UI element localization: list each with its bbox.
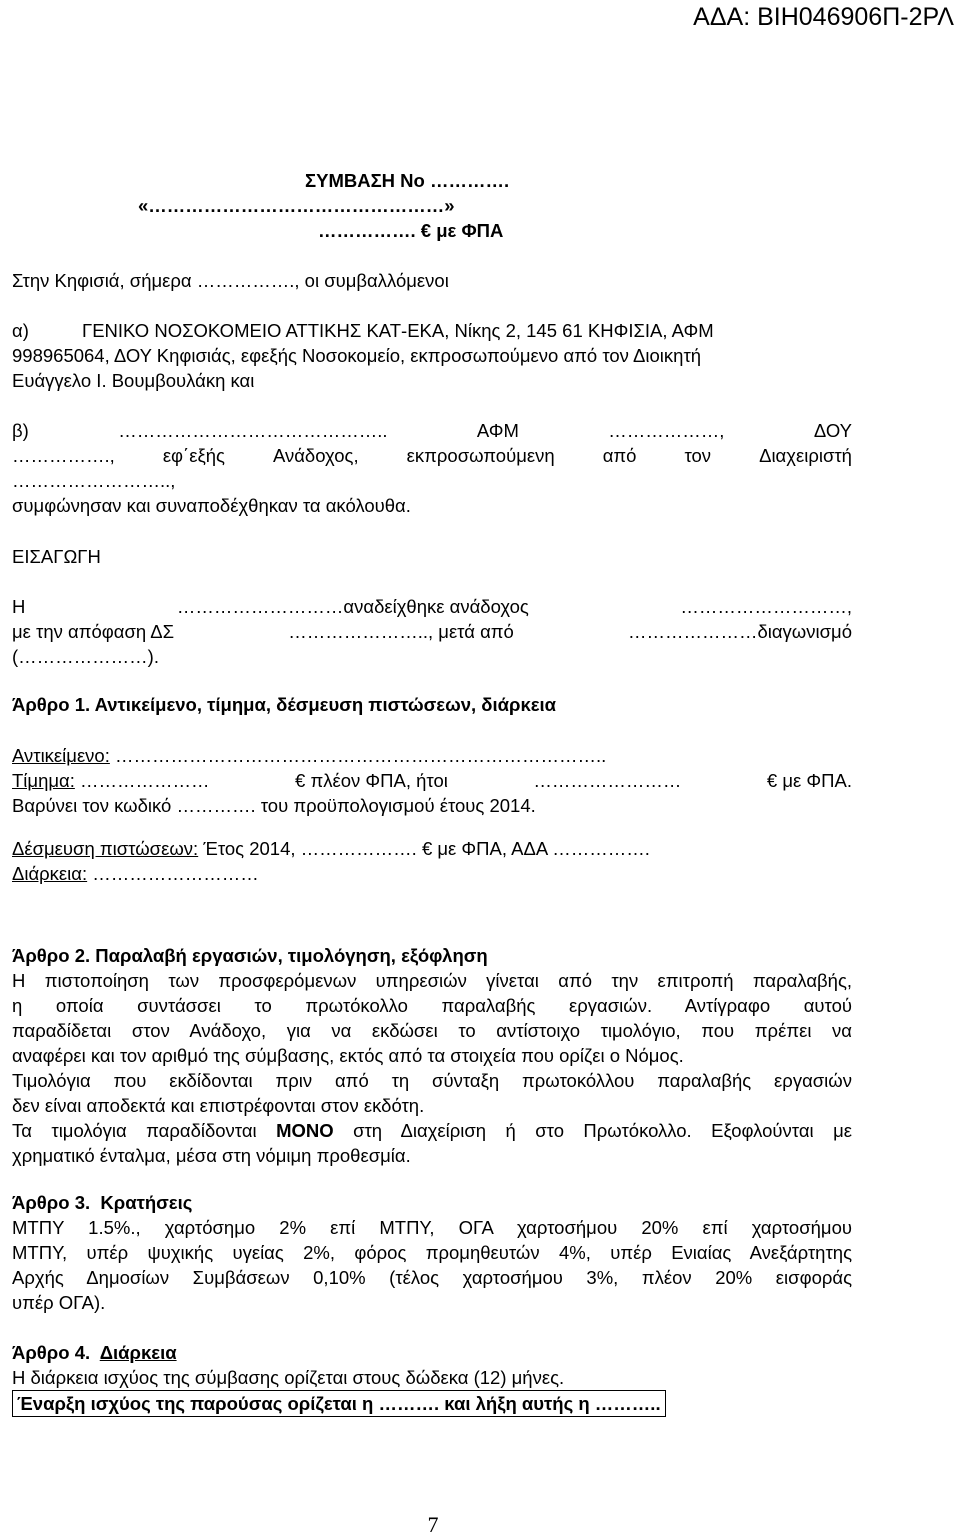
commitment-value: Έτος 2014, ………………. € με ΦΠΑ, ΑΔΑ ……………. [198, 838, 650, 859]
article4-title: Διάρκεια [99, 1342, 177, 1363]
article3-line-4: υπέρ ΟΓΑ). [12, 1292, 106, 1313]
introduction-line-1 [12, 594, 852, 619]
article2-line-8: χρηματικό ένταλμα, μέσα στη νόμιμη προθεσμία. [12, 1145, 411, 1166]
duration-label: Διάρκεια: [12, 863, 88, 884]
price-gross-placeholder: …………………… [533, 770, 682, 791]
price-gross-text: € με ΦΠΑ. [766, 770, 852, 791]
introduction-l1-c: ………………………, [680, 596, 852, 617]
article1-price [12, 768, 852, 793]
object-value: …………………………………………………………………….. [109, 745, 607, 766]
article4-heading [12, 1340, 852, 1365]
article2-line-5: Τιμολόγια που εκδίδονται πριν από τη σύνταξη πρωτοκόλλου παραλαβής εργασιών [12, 1070, 852, 1091]
party-b-name-placeholder: …………………………………….. [118, 420, 388, 441]
party-a-label: α) [12, 320, 29, 341]
party-b-word-1: εφ΄εξής [162, 445, 225, 466]
article2-mono-line [12, 1118, 852, 1143]
article2-line-4: αναφέρει και τον αριθμό της σύμβασης, εκτός από τα στοιχεία που ορίζει ο Νόμος. [12, 1045, 684, 1066]
article3-line-1: ΜΤΠΥ 1.5%., χαρτόσημο 2% επί ΜΤΠΥ, ΟΓΑ χαρτοσήμου 20% επί χαρτοσήμου [12, 1217, 852, 1238]
party-b-word-6: Διαχειριστή [759, 445, 852, 466]
duration-value: ……………………… [87, 863, 259, 884]
price-net-placeholder: ………………… [80, 770, 210, 791]
article2-heading [12, 943, 852, 968]
party-a-first-line [12, 318, 852, 343]
party-a-text-3: Ευάγγελο Ι. Βουμβουλάκη και [12, 370, 255, 391]
object-label: Αντικείμενο: [12, 745, 110, 766]
party-b-agreement: συμφώνησαν και συναποδέχθηκαν τα ακόλουθα. [12, 495, 411, 516]
ada-code: ΑΔΑ: ΒΙΗ046906Π-2ΡΛ [693, 3, 954, 31]
article3 [12, 1190, 852, 1315]
party-b-manager-placeholder: …………………….., [12, 470, 176, 491]
party-a-text-2: 998965064, ΔΟΥ Κηφισιάς, εφεξής Νοσοκομείο, εκπροσωπούμενο από τον Διοικητή [12, 345, 702, 366]
article2-line-2: η οποία συντάσσει το πρωτόκολλο παραλαβής εργασιών. Αντίγραφο αυτού [12, 995, 852, 1016]
article1-commitment [12, 836, 852, 861]
introduction-heading: ΕΙΣΑΓΩΓΗ [12, 546, 101, 567]
article2-title: Παραλαβή εργασιών, τιμολόγηση, εξόφληση [95, 945, 488, 966]
article1-object [12, 743, 852, 768]
budget-code-line: Βαρύνει τον κωδικό …………. του προϋπολογισμού έτους 2014. [12, 795, 536, 816]
price-label: Τίμημα: [12, 770, 75, 791]
introduction-line-3: (…………………). [12, 646, 159, 667]
introduction-l2-a: με την απόφαση ΔΣ [12, 621, 175, 642]
party-b-word-5: τον [684, 445, 712, 466]
introduction-l1-a: Η [12, 596, 26, 617]
party-b-word-2: Ανάδοχος, [272, 445, 359, 466]
article2-number: Άρθρο 2. [12, 945, 91, 966]
party-b-line-2 [12, 443, 852, 468]
party-b-label: β) [12, 420, 29, 441]
contract-title: ΣΥΜΒΑΣΗ No …………. [305, 170, 510, 191]
article1-body [12, 743, 852, 886]
price-first [12, 768, 210, 793]
article1-duration [12, 861, 852, 886]
article2 [12, 943, 852, 1168]
article3-line-2: ΜΤΠΥ, υπέρ ψυχικής υγείας 2%, φόρος προμηθευτών 4%, υπέρ Ενιαίας Ανεξάρτητης [12, 1242, 852, 1263]
article1-heading: Άρθρο 1. Αντικείμενο, τίμημα, δέσμευση πιστώσεων, διάρκεια [12, 694, 557, 715]
party-a-text-1: ΓΕΝΙΚΟ ΝΟΣΟΚΟΜΕΙΟ ΑΤΤΙΚΗΣ ΚΑΤ-ΕΚΑ, Νίκης 2, 145 61 ΚΗΦΙΣΙΑ, ΑΦΜ [82, 320, 714, 341]
article3-number: Άρθρο 3. [12, 1192, 91, 1213]
mono-before: Τα τιμολόγια παραδίδονται [12, 1120, 277, 1141]
page-number: 7 [427, 1512, 439, 1537]
party-b-afm-placeholder: ………………, [608, 420, 725, 441]
article2-line-6: δεν είναι αποδεκτά και επιστρέφονται στον εκδότη. [12, 1095, 425, 1116]
commitment-label: Δέσμευση πιστώσεων: [12, 838, 199, 859]
party-b-doy-label: ΔΟΥ [813, 420, 852, 441]
article3-line-3: Αρχής Δημοσίων Συμβάσεων 0,10% (τέλος χαρτοσήμου 3%, πλέον 20% εισφοράς [12, 1267, 852, 1288]
mono-after: στη Διαχείριση ή στο Πρωτόκολλο. Εξοφλούνται με [333, 1120, 852, 1141]
article3-title: Κρατήσεις [100, 1192, 193, 1213]
intro-line: Στην Κηφισιά, σήμερα ……………., οι συμβαλλόμενοι [12, 270, 449, 291]
introduction-l2-b: ………………….., μετά από [288, 621, 514, 642]
article2-line-3: παραδίδεται στον Ανάδοχο, για να εκδώσει το αντίστοιχο τιμολόγιο, που πρέπει να [12, 1020, 852, 1041]
article4 [12, 1340, 852, 1417]
article3-heading [12, 1190, 852, 1215]
article4-number: Άρθρο 4. [12, 1342, 91, 1363]
contract-subject-placeholder: «…………………………………………» [138, 195, 455, 216]
introduction-line-2 [12, 619, 852, 644]
article2-line-1: Η πιστοποίηση των προσφερόμενων υπηρεσιών γίνεται από την επιτροπή παραλαβής, [12, 970, 852, 991]
validity-box: Έναρξη ισχύος της παρούσας ορίζεται η ………. και λήξη αυτής η ……….. [12, 1390, 666, 1417]
party-b [12, 418, 852, 518]
price-net-text: € πλέον ΦΠΑ, ήτοι [295, 770, 448, 791]
party-b-word-4: από [602, 445, 637, 466]
mono-bold: ΜΟΝΟ [276, 1120, 334, 1141]
introduction-body [12, 594, 852, 669]
party-b-afm-label: ΑΦΜ [476, 420, 519, 441]
party-b-line-1 [12, 418, 852, 443]
party-b-word-3: εκπροσωπούμενη [406, 445, 555, 466]
party-b-doy-placeholder: ……………., [12, 445, 115, 466]
party-a [12, 318, 852, 393]
introduction-l1-b: ………………………αναδείχθηκε ανάδοχος [176, 596, 529, 617]
introduction-l2-c: …………………διαγωνισμό [627, 621, 852, 642]
article4-duration-text: Η διάρκεια ισχύος της σύμβασης ορίζεται στους δώδεκα (12) μήνες. [12, 1367, 565, 1388]
contract-amount-placeholder: ……………. € με ΦΠΑ [318, 220, 504, 241]
